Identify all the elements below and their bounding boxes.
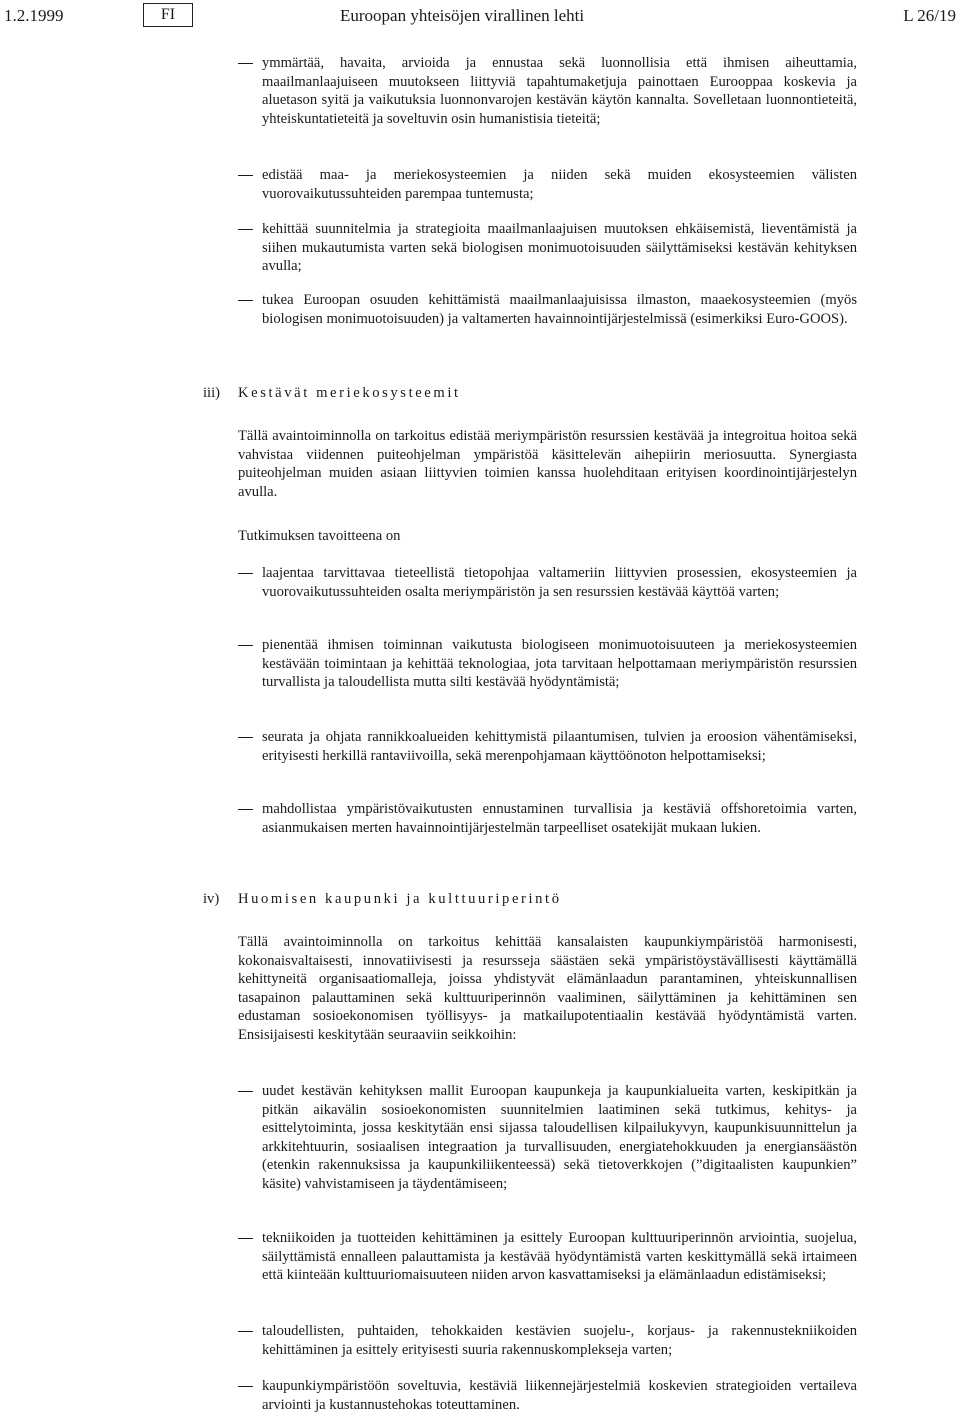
list-item-text: pienentää ihmisen toiminnan vaikutusta biologiseen monimuotoisuuteen ja meriekosysteemien kestävään toimintaan ja kehittää teknologiaa, jota tarvitaan helpottamaan meriympäristön resurssien turvallista ja taloudellista mutta silti kestävää hyödyntämistä; — [262, 637, 857, 690]
section-title: Huomisen kaupunki ja kulttuuriperintö — [238, 891, 562, 907]
list-item-text: taloudellisten, puhtaiden, tehokkaiden kestävien suojelu-, korjaus- ja rakennustekniikoiden kehittäminen ja esittely erityisesti suuria rakennuskomplekseja varten; — [262, 1323, 857, 1358]
list-item-text: uudet kestävän kehityksen mallit Euroopan kaupunkeja ja kaupunkialueita varten, keskipitkän ja pitkän aikavälin sosioekonomisten suunnitelmien laatiminen sekä tutkimus, kehitys- ja esittelytoiminta, jossa keskitytään ensi sijassa taloudellisen kilpailukyvyn, kaupunkisuunnittelun ja arkkitehtuurin, sosiaalisen integraation ja turvallisuuden, energiatehokkuuden ja energiansäästön (etenkin rakennuksissa ja kaupunkiliikenteessä) sekä tietoverkkojen (”digitaalisten kaupunkien” käsite) vahvistamiseen ja täydentämiseen; — [262, 1083, 857, 1192]
section-number: iii) — [203, 385, 221, 401]
list-item-text: mahdollistaa ympäristövaikutusten ennustaminen turvallisia ja kestäviä offshoretoimia varten, asianmukaisen merten havainnointijärjestelmän tarpeelliset osatekijät mukaan lukien. — [262, 801, 857, 836]
page-header — [0, 0, 960, 36]
section-number: iv) — [203, 891, 220, 907]
list-item-text: tukea Euroopan osuuden kehittämistä maailmanlaajuisissa ilmaston, maaekosysteemien (myös biologisen monimuotoisuuden) ja valtamerten havainnointijärjestelmissä (esimerkiksi Euro-GOOS). — [262, 292, 857, 327]
list-item-text: ymmärtää, havaita, arvioida ja ennustaa sekä luonnollisia että ihmisen aiheuttamia, maailmanlaajuiseen muutokseen liittyviä tapahtumaketjuja painottaen Eurooppaa koskevia ja aluetason syitä ja vaikutuksia luonnonvarojen kestävän käytön kannalta. Sovelletaan luonnontieteitä, yhteiskuntatieteitä ja soveltuvin osin humanistisia tieteitä; — [262, 55, 857, 127]
language-code: FI — [143, 3, 193, 27]
section-intro: Tällä avaintoiminnolla on tarkoitus kehittää kansalaisten kaupunkiympäristöä harmonisesti, kokonaisvaltaisesti, innovatiivisesti ja resursseja säästäen sekä ympäristöystävällisesti käyttämällä kehittyneitä organisaatiomalleja, joissa yhdistyvät elämänlaadun parantaminen, yhteiskunnallisen tasapainon palauttaminen sekä kulttuuriperinnön vaaliminen, säilyttäminen ja kehittäminen sen edustaman sosioekonomisen työllisyys- ja matkailupotentiaalin kestävää hyödyntämistä varten. Ensisijaisesti keskitytään seuraaviin seikkoihin: — [238, 934, 857, 1043]
publication-date: 1.2.1999 — [4, 6, 64, 25]
page-number: L 26/19 — [903, 6, 956, 25]
list-item-text: kehittää suunnitelmia ja strategioita maailmanlaajuisen muutoksen ehkäisemistä, lieventämistä ja siihen mukautumista varten sekä biologisen monimuotoisuuden säilyttämiseksi kestävän kehityksen avulla; — [262, 221, 857, 274]
list-item-text: seurata ja ohjata rannikkoalueiden kehittymistä pilaantumisen, tulvien ja eroosion vähentämiseksi, erityisesti herkillä rantaviivoilla, sekä merenpohjamaan käyttöönoton helpottamiseksi; — [262, 729, 857, 764]
section-title: Kestävät meriekosysteemit — [238, 385, 461, 401]
list-item-text: laajentaa tarvittavaa tieteellistä tietopohjaa valtameriin liittyvien prosessien, ekosysteemien ja vuorovaikutussuhteiden osalta meriympäristön ja sen resurssien kestävää käyttöä varten; — [262, 565, 857, 600]
list-item-text: edistää maa- ja meriekosysteemien ja niiden sekä muiden ekosysteemien välisten vuorovaikutussuhteiden parempaa tuntemusta; — [262, 167, 857, 202]
section-intro: Tällä avaintoiminnolla on tarkoitus edistää meriympäristön resurssien kestävää ja integroitua hoitoa sekä vahvistaa viidennen puiteohjelman ympäristöä käsittelevän aihepiirin meriosuutta. Synergiasta puiteohjelman muiden asiaan liittyvien toimien kanssa huolehditaan erityisen koordinointijärjestelyn avulla. — [238, 428, 857, 500]
journal-title: Euroopan yhteisöjen virallinen lehti — [340, 6, 585, 25]
list-item-text: kaupunkiympäristöön soveltuvia, kestäviä liikennejärjestelmiä koskevien strategioiden vertaileva arviointi ja kustannustehokas toteuttaminen. — [262, 1378, 857, 1413]
list-item-text: tekniikoiden ja tuotteiden kehittäminen ja esittely Euroopan kulttuuriperinnön arviointia, suojelua, säilyttämistä ennalleen palauttamista ja kestävää hyödyntämistä varten keskittymällä sekä irtaimeen että kiinteään kulttuuriomaisuuteen niiden arvon kasvattamiseksi ja elämänlaadun edistämiseksi; — [262, 1230, 857, 1283]
section-lead: Tutkimuksen tavoitteena on — [238, 528, 401, 544]
